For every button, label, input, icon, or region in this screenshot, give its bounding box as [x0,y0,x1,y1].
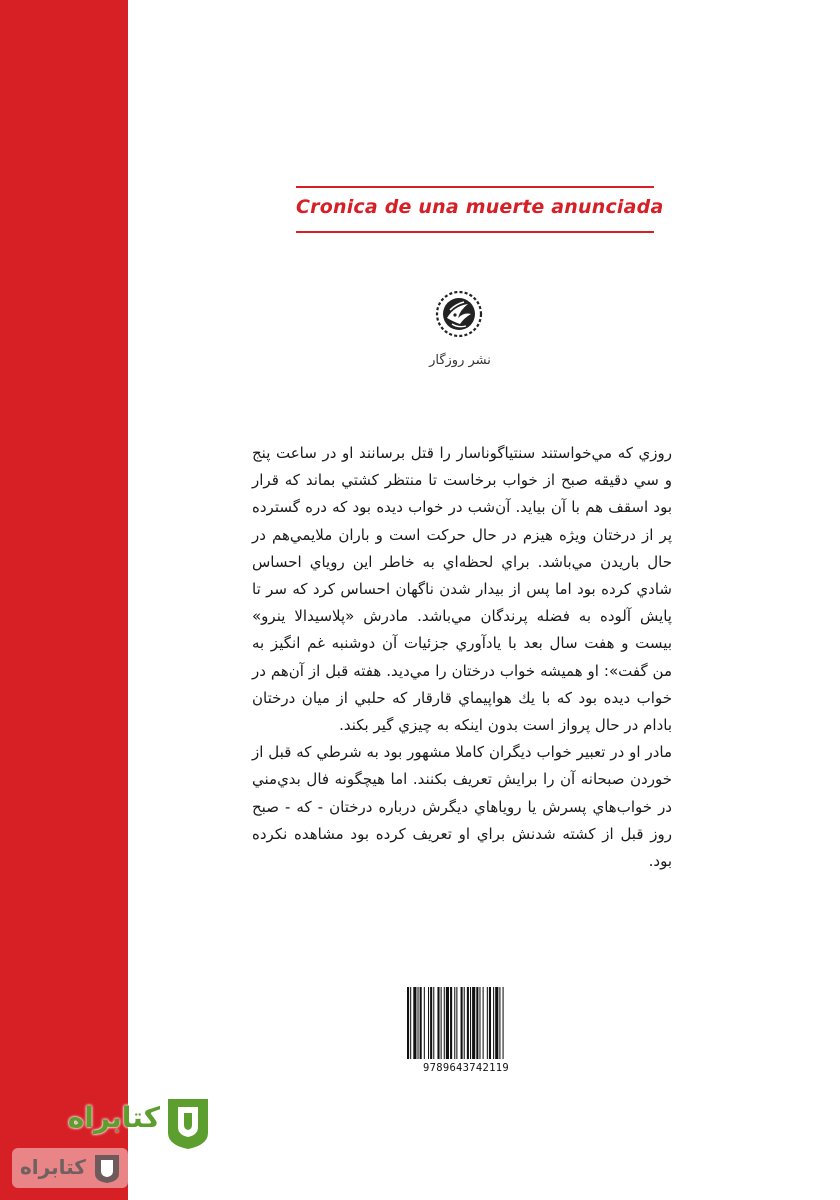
barcode-bar [456,987,457,1059]
blurb-paragraph-2: مادر او در تعبير خواب ديگران كاملا مشهور بود به شرطي كه قبل از خوردن صبحانه آن را برايش تعريف بكنند. اما هيچگونه فال بدي‌مني در خواب‌هاي پسرش يا روياهاي ديگرش درباره درختان - كه - صبح روز قبل از كشته شدنش براي او تعريف كرده بود مشاهده نكرده بود. [252,743,672,871]
barcode-bar [470,987,471,1059]
book-title: Cronica de una muerte anunciada [296,196,664,218]
barcode-bar [461,987,463,1059]
ketabrah-watermark-small [12,1148,128,1188]
barcode-bar [489,987,491,1059]
barcode-bar [407,987,409,1059]
barcode-bar [413,987,416,1059]
barcode-bar [420,987,422,1059]
barcode-bar [495,987,498,1059]
barcode-bar [446,987,449,1059]
publisher-name: نشر روزگار [429,353,491,368]
title-bottom-rule [296,231,654,233]
barcode-bar [410,987,411,1059]
title-top-rule [296,186,654,188]
barcode-bar [444,987,445,1059]
barcode-bar [467,987,469,1059]
barcode-bar [493,987,494,1059]
rosette-logo-icon [434,288,484,340]
back-cover-blurb [252,440,672,875]
barcode-bar [424,987,425,1059]
barcode-bar [479,987,480,1059]
ketabrah-logo-icon [162,1093,214,1151]
barcode-bar [476,987,478,1059]
barcode-bar [472,987,475,1059]
barcode-bar [433,987,434,1059]
isbn-number: 9789643742119 [401,1062,531,1074]
watermark-text: کتابراه [67,1101,160,1134]
barcode-bar [483,987,484,1059]
barcode-bar [450,987,452,1059]
barcode-bar [464,987,465,1059]
barcode-bar [428,987,429,1059]
barcode-bar [487,987,488,1059]
red-spine-band [0,0,128,1200]
barcode-bar [454,987,455,1059]
barcode-bar [441,987,442,1059]
watermark-text-small: کتابراه [20,1155,86,1179]
ketabrah-watermark [38,1093,218,1155]
barcode-bar [418,987,419,1059]
barcode-bar [499,987,500,1059]
barcode-bar [430,987,432,1059]
barcode-bar [503,987,504,1059]
ketabrah-logo-icon-small [92,1152,122,1184]
barcode-bar [437,987,439,1059]
blurb-paragraph-1: روزي كه مي‌خواستند سنتياگوناسار را قتل برسانند او در ساعت پنج و سي دقيقه صبح از خواب برخاست تا منتظر كشتي بماند كه قرار بود اسقف هم با آن بيايد. آن‌شب در خواب ديده بود كه دره گسترده پر از درختان ويژه هيزم در حال حركت است و باران ملايمي‌هم در حال باريدن مي‌باشد. براي لحظه‌اي به خاطر اين روياي احساس شادي كرده بود اما پس از بيدار شدن ناگهان احساس كرد كه سر تا پايش آلوده به فضله پرندگان مي‌باشد. مادرش «پلاسيدالا ينرو» بيست و هفت سال بعد با يادآوري جزئيات آن دوشنبه غم انگيز به من گفت»: او هميشه خواب درختان را مي‌ديد. هفته قبل از آن‌هم در خواب ديده بود كه با يك هواپيماي قارقار كه حلبي از ميان درختان بادام در حال پرواز است بدون اينكه به چيزي گير بكند. [252,444,672,735]
